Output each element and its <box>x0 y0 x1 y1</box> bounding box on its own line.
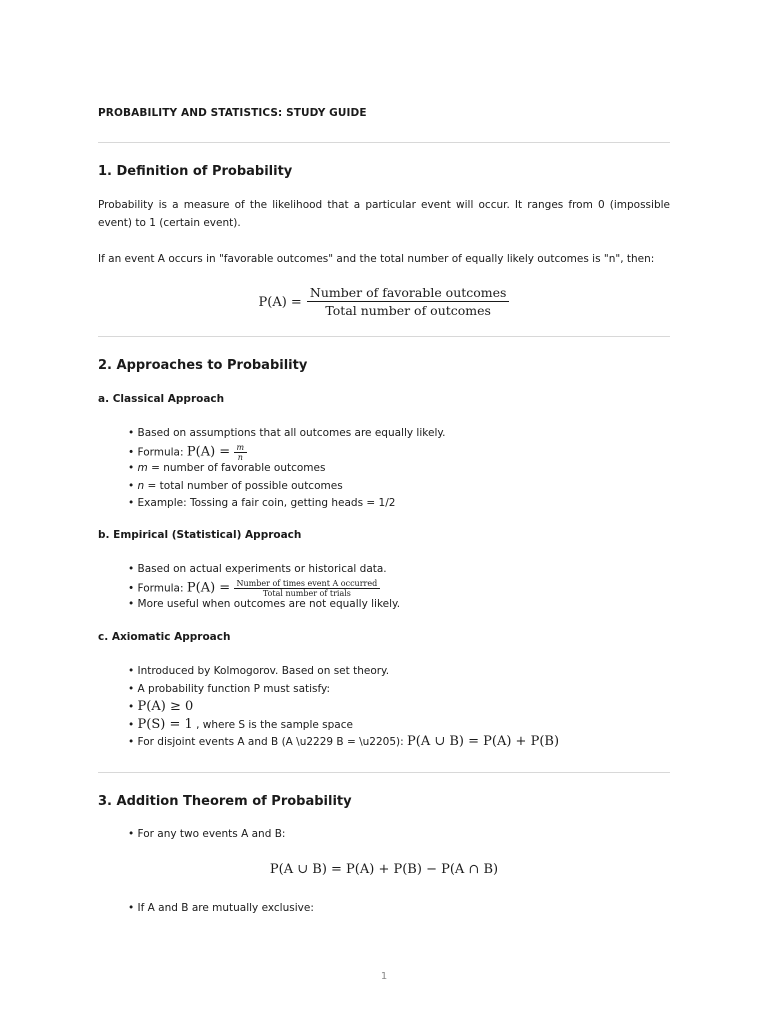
equation-fraction <box>307 284 510 319</box>
equation-numerator: Number of favorable outcomes <box>307 284 510 302</box>
divider <box>98 336 670 337</box>
axiom-normalization: P(S) = 1 <box>137 716 193 732</box>
formula-numerator: Number of times event A occurred <box>234 579 381 589</box>
list-item <box>128 443 445 461</box>
formula-lhs: P(A) = <box>186 580 231 595</box>
equation-denominator: Total number of outcomes <box>325 303 491 318</box>
formula-prefix: • Formula: <box>128 582 187 594</box>
variable-n-description: = total number of possible outcomes <box>144 479 343 492</box>
page-number: 1 <box>380 971 388 982</box>
formula-denominator: Total number of trials <box>262 588 351 598</box>
section-heading-definition: 1. Definition of Probability <box>98 164 293 179</box>
subheading-axiomatic: c. Axiomatic Approach <box>98 631 231 643</box>
axiom-nonnegativity: P(A) ≥ 0 <box>137 699 194 714</box>
formula-numerator: m <box>234 443 248 453</box>
definition-paragraph: Probability is a measure of the likelihood that a particular event will occur. It ranges from 0 (impossible event) to 1 (certain event). <box>98 199 670 229</box>
variable-m-description: = number of favorable outcomes <box>147 462 326 474</box>
list-item: • P(S) = 1 , where S is the sample space <box>128 716 353 732</box>
formula-denominator: n <box>237 452 243 462</box>
list-item: • A probability function P must satisfy: <box>128 682 331 695</box>
variable-m: m <box>137 462 148 474</box>
axiom-normalization-note: , where S is the sample space <box>192 718 353 731</box>
list-item <box>128 733 559 751</box>
list-item: • For any two events A and B: <box>128 828 286 840</box>
classical-bullet-list <box>128 425 445 513</box>
empirical-bullet-list <box>128 561 400 614</box>
list-item <box>128 579 400 597</box>
document-title: PROBABILITY AND STATISTICS: STUDY GUIDE <box>98 107 367 119</box>
list-item: • Introduced by Kolmogorov. Based on set theory. <box>128 665 390 677</box>
equation-lhs: P(A) = <box>258 295 302 310</box>
addition-theorem-equation: P(A ∪ B) = P(A) + P(B) − P(A ∩ B) <box>269 862 499 877</box>
divider <box>98 142 670 143</box>
formula-fraction <box>234 579 381 598</box>
formula-lhs: P(A) = <box>186 444 231 459</box>
axiom-additivity-prefix: • For disjoint events A and B (A \u2229 B = \u2205): <box>128 736 407 748</box>
formula-fraction <box>234 443 248 462</box>
variable-n: n <box>137 479 145 492</box>
favorable-outcomes-paragraph: If an event A occurs in "favorable outcomes" and the total number of equally likely outcomes is "n", then: <box>98 253 655 265</box>
probability-definition-equation <box>98 284 670 319</box>
list-item: • Example: Tossing a fair coin, getting heads = 1/2 <box>128 497 396 509</box>
list-item: • More useful when outcomes are not equally likely. <box>128 598 401 610</box>
list-item: • m = number of favorable outcomes <box>128 462 326 474</box>
subheading-empirical: b. Empirical (Statistical) Approach <box>98 529 302 541</box>
axiom-additivity: P(A ∪ B) = P(A) + P(B) <box>407 734 560 749</box>
list-item: • Based on assumptions that all outcomes are equally likely. <box>128 427 446 439</box>
list-item: • n = total number of possible outcomes <box>128 479 343 492</box>
subheading-classical: a. Classical Approach <box>98 393 225 405</box>
list-item: • P(A) ≥ 0 <box>128 699 194 714</box>
addition-bullet-list <box>128 826 285 844</box>
mutually-exclusive-bullet-list <box>128 900 314 918</box>
divider <box>98 772 670 773</box>
axiomatic-bullet-list <box>128 663 559 751</box>
list-item: • Based on actual experiments or historical data. <box>128 563 387 575</box>
section-heading-approaches: 2. Approaches to Probability <box>98 358 308 373</box>
list-item: • If A and B are mutually exclusive: <box>128 902 314 914</box>
section-heading-addition-theorem: 3. Addition Theorem of Probability <box>98 794 352 809</box>
formula-prefix: • Formula: <box>128 446 187 458</box>
